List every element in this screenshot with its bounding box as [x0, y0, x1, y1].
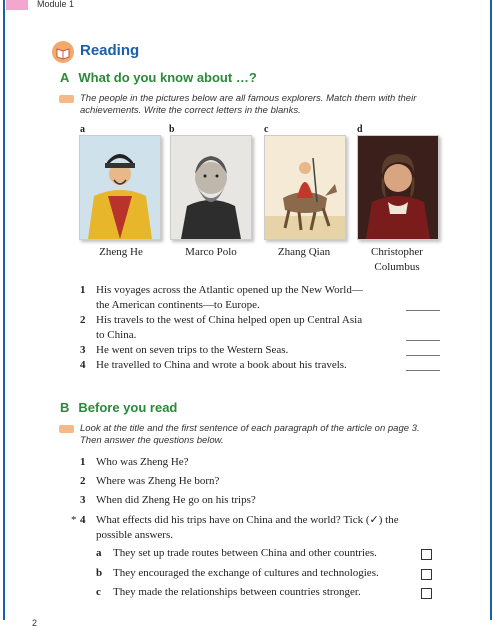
question-number: 3	[80, 344, 86, 356]
reading-title: Reading	[80, 42, 140, 59]
marco-polo-portrait	[170, 135, 252, 240]
tick-box-b[interactable]	[421, 569, 432, 580]
option-text: They made the relationships between countries stronger.	[113, 586, 361, 598]
answer-blank-a2[interactable]	[406, 340, 440, 341]
picture-name-line: Columbus	[374, 261, 420, 273]
module-label: Module 1	[37, 0, 75, 9]
question-text: When did Zheng He go on his trips?	[96, 494, 256, 506]
answer-blank-a3[interactable]	[406, 355, 440, 356]
question-number: 2	[80, 314, 86, 326]
question-text: He went on seven trips to the Western Seas.	[96, 344, 289, 356]
instruction-line: The people in the pictures below are all famous explorers. Match them with their	[80, 93, 417, 104]
question-a3	[80, 343, 410, 358]
section-b-instruction	[80, 423, 420, 447]
question-number: 2	[80, 475, 86, 487]
section-b-heading	[60, 400, 177, 415]
instruction-bullet	[59, 95, 74, 103]
question-a2	[80, 313, 410, 343]
section-b-title: Before you read	[78, 400, 178, 415]
option-letter: c	[96, 586, 101, 598]
picture-name-line: Christopher	[371, 246, 423, 258]
option-letter: a	[96, 547, 102, 559]
picture-letter-a: a	[80, 124, 85, 135]
question-b1	[80, 455, 410, 470]
option-letter: b	[96, 567, 103, 579]
answer-blank-a1[interactable]	[406, 310, 440, 311]
instruction-line: Look at the title and the first sentence of each paragraph of the article on page 3.	[80, 423, 420, 434]
right-border	[490, 0, 492, 620]
picture-letter-d: d	[357, 124, 363, 135]
option-a	[96, 547, 377, 559]
picture-name-marco-polo: Marco Polo	[185, 246, 237, 258]
question-number: 4	[80, 514, 86, 526]
question-text: to China.	[96, 329, 137, 341]
question-text: Where was Zheng He born?	[96, 475, 220, 487]
question-b2	[80, 474, 410, 489]
picture-name-christopher-columbus	[354, 245, 440, 275]
picture-letter-c: c	[264, 124, 269, 135]
question-text: possible answers.	[96, 529, 173, 541]
question-number: 4	[80, 359, 86, 371]
question-text: the American continents—to Europe.	[96, 299, 260, 311]
question-text: His travels to the west of China helped open up Central Asia	[96, 314, 363, 326]
instruction-line: achievements. Write the correct letters in the blanks.	[80, 105, 301, 116]
question-b3	[80, 493, 410, 508]
question-number: 1	[80, 456, 86, 468]
option-b	[96, 567, 379, 579]
question-text: What effects did his trips have on China and the world? Tick (✓) the	[96, 514, 399, 526]
left-border	[3, 0, 5, 620]
question-text: Who was Zheng He?	[96, 456, 189, 468]
instruction-bullet	[59, 425, 74, 433]
zheng-he-portrait	[79, 135, 161, 240]
question-text: He travelled to China and wrote a book about his travels.	[96, 359, 347, 371]
question-a4	[80, 358, 410, 373]
book-reading-icon	[52, 41, 74, 63]
section-a-heading	[60, 70, 257, 85]
tick-box-c[interactable]	[421, 588, 432, 599]
section-b-letter: B	[60, 400, 70, 415]
picture-letter-b: b	[169, 124, 175, 135]
question-b4	[71, 513, 440, 543]
section-a-title: What do you know about …?	[78, 70, 257, 85]
picture-name-zheng-he: Zheng He	[99, 246, 143, 258]
instruction-line: Then answer the questions below.	[80, 435, 224, 446]
challenge-star: *	[71, 514, 77, 526]
tick-box-a[interactable]	[421, 549, 432, 560]
option-text: They set up trade routes between China and other countries.	[113, 547, 377, 559]
question-text: His voyages across the Atlantic opened up the New World—	[96, 284, 363, 296]
page-number: 2	[32, 618, 38, 628]
question-number: 3	[80, 494, 86, 506]
christopher-columbus-portrait	[357, 135, 439, 240]
option-text: They encouraged the exchange of cultures and technologies.	[113, 567, 379, 579]
question-a1	[80, 283, 410, 313]
zhang-qian-horseback-image	[264, 135, 346, 240]
question-number: 1	[80, 284, 86, 296]
section-a-instruction	[80, 93, 416, 117]
section-a-letter: A	[60, 70, 70, 85]
picture-name-zhang-qian: Zhang Qian	[277, 246, 331, 258]
module-tab-marker	[6, 0, 28, 10]
answer-blank-a4[interactable]	[406, 370, 440, 371]
option-c	[96, 586, 361, 598]
